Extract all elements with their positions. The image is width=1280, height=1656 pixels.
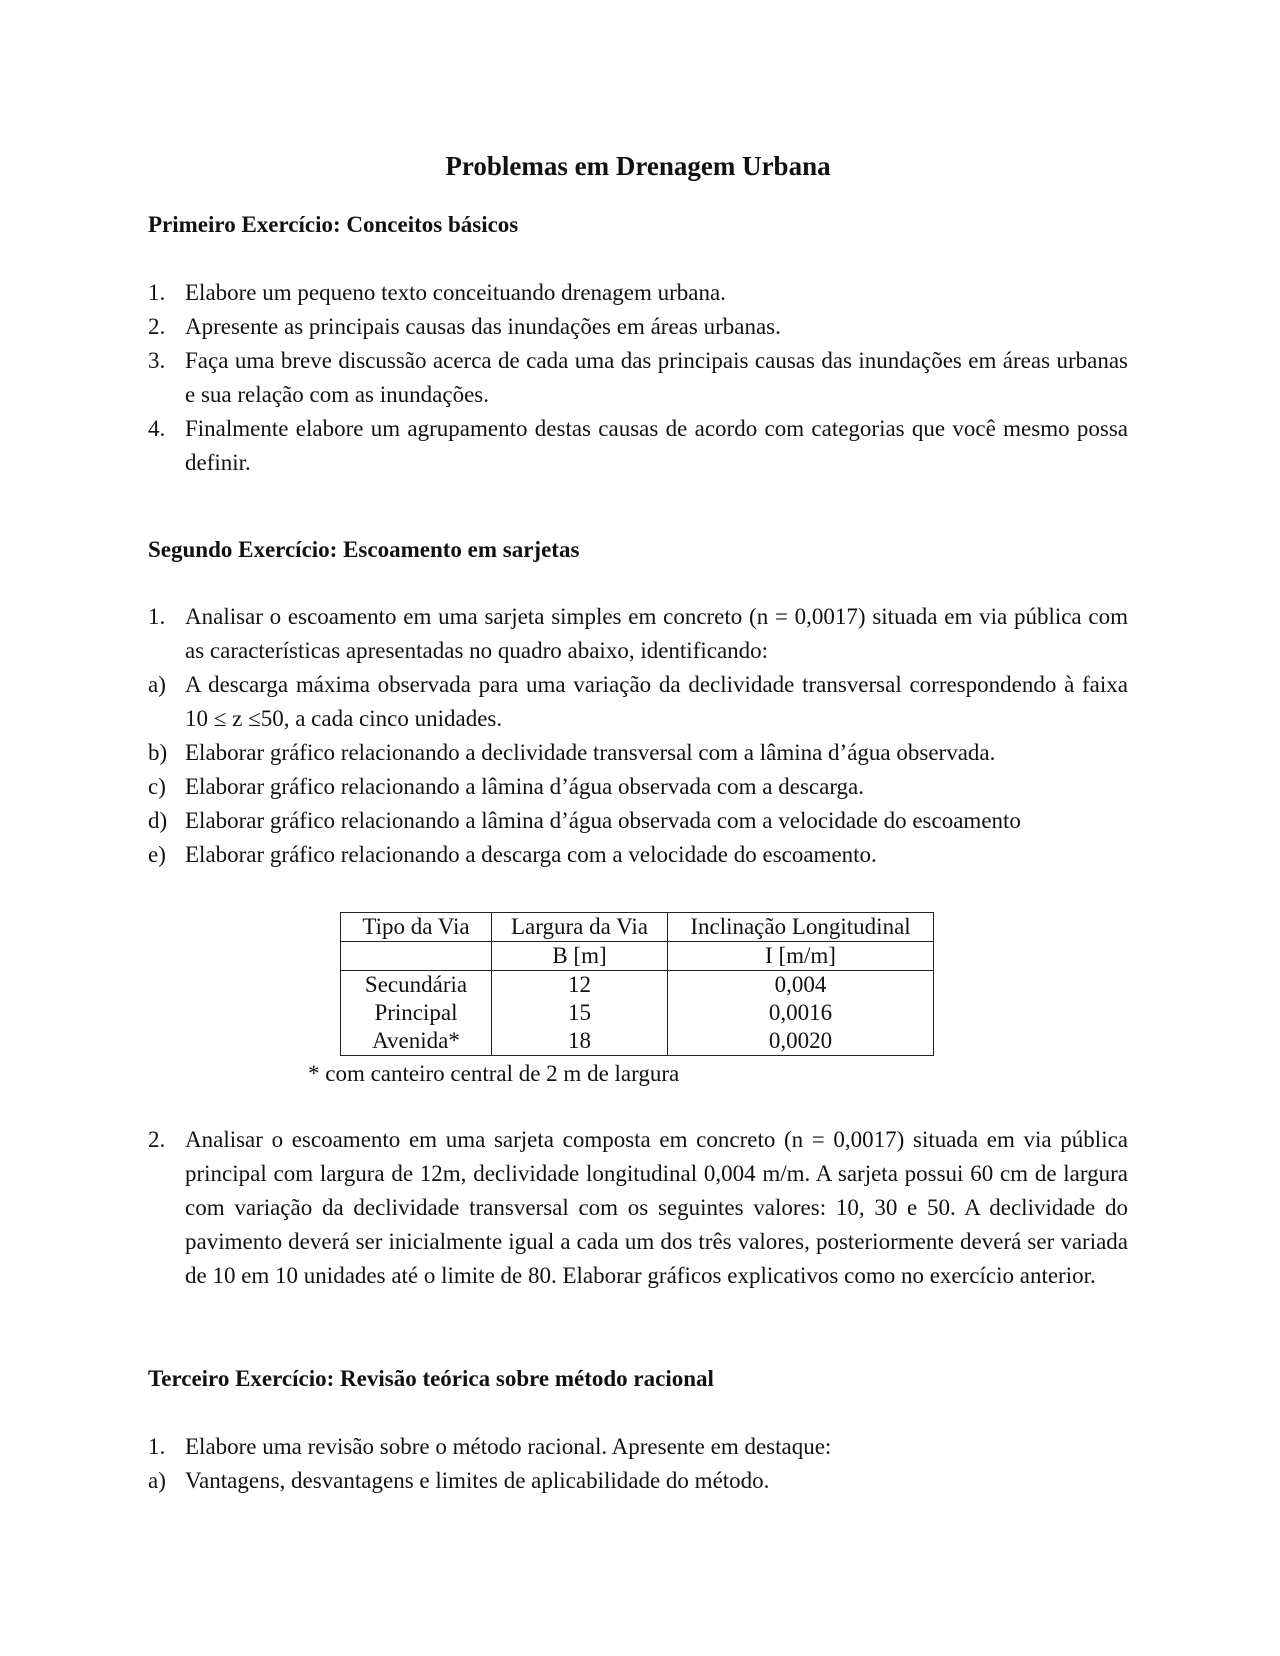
list-item [148, 1430, 1128, 1464]
list-marker: c) [148, 774, 166, 799]
list-marker: 1. [148, 1434, 166, 1459]
list-item [148, 838, 1128, 872]
list-item [148, 1123, 1128, 1293]
ex2-list [148, 600, 1128, 872]
table-row [341, 999, 934, 1027]
list-item [148, 736, 1128, 770]
road-table-wrapper [340, 912, 934, 1056]
table-footnote: * com canteiro central de 2 m de largura [308, 1061, 680, 1086]
document-title: Problemas em Drenagem Urbana [445, 151, 831, 181]
table-cell: Principal [341, 999, 492, 1027]
ex2-heading: Segundo Exercício: Escoamento em sarjetas [148, 537, 580, 562]
table-cell: Avenida* [341, 1027, 492, 1056]
ex1-list [148, 276, 1128, 480]
table-header-cell: Largura da Via [492, 913, 668, 942]
list-marker: 1. [148, 280, 166, 305]
ex2-list-continued [148, 1123, 1128, 1293]
table-header-row [341, 913, 934, 942]
list-item [148, 668, 1128, 736]
table-unit-cell: B [m] [492, 942, 668, 971]
table-cell: 12 [492, 971, 668, 1000]
list-text: Elaborar gráfico relacionando a declividade transversal com a lâmina d’água observada. [185, 740, 996, 765]
list-item [148, 276, 1128, 310]
list-item [148, 600, 1128, 668]
list-marker: 2. [148, 1127, 166, 1152]
list-marker: d) [148, 808, 168, 833]
list-item [148, 412, 1128, 480]
list-text: Finalmente elabore um agrupamento destas causas de acordo com categorias que você mesmo possa definir. [185, 416, 1128, 475]
list-marker: 1. [148, 604, 166, 629]
list-item [148, 344, 1128, 412]
table-cell: 15 [492, 999, 668, 1027]
list-text: Elabore uma revisão sobre o método racional. Apresente em destaque: [185, 1434, 832, 1459]
list-marker: 2. [148, 314, 166, 339]
ex3-list [148, 1430, 1128, 1498]
list-item [148, 310, 1128, 344]
list-text: Faça uma breve discussão acerca de cada uma das principais causas das inundações em áreas urbanas e sua relação com as inundações. [185, 348, 1128, 407]
ex3-heading: Terceiro Exercício: Revisão teórica sobre método racional [148, 1366, 714, 1391]
list-text: Analisar o escoamento em uma sarjeta composta em concreto (n = 0,0017) situada em via pública principal com largura de 12m, declividade longitudinal 0,004 m/m. A sarjeta possui 60 cm de largura com variação da declividade transversal com os seguintes valores: 10, 30 e 50. A declividade do pavimento deverá ser inicialmente igual a cada um dos três valores, posteriormente deverá ser variada de 10 em 10 unidades até o limite de 80. Elaborar gráficos explicativos como no exercício anterior. [185, 1127, 1128, 1288]
table-cell: Secundária [341, 971, 492, 1000]
list-marker: a) [148, 1468, 166, 1493]
list-text: Elaborar gráfico relacionando a lâmina d’água observada com a velocidade do escoamento [185, 808, 1021, 833]
list-item [148, 770, 1128, 804]
list-marker: 4. [148, 416, 166, 441]
list-marker: 3. [148, 348, 166, 373]
table-unit-cell: I [m/m] [668, 942, 934, 971]
table-header-cell: Inclinação Longitudinal [668, 913, 934, 942]
list-text: Elaborar gráfico relacionando a descarga com a velocidade do escoamento. [185, 842, 877, 867]
table-cell: 18 [492, 1027, 668, 1056]
table-cell: 0,004 [668, 971, 934, 1000]
list-marker: a) [148, 672, 166, 697]
list-marker: e) [148, 842, 166, 867]
table-cell: 0,0020 [668, 1027, 934, 1056]
list-text: A descarga máxima observada para uma variação da declividade transversal correspondendo à faixa 10 ≤ z ≤50, a cada cinco unidades. [185, 672, 1128, 731]
table-row [341, 971, 934, 1000]
list-marker: b) [148, 740, 168, 765]
list-item [148, 804, 1128, 838]
table-unit-row [341, 942, 934, 971]
table-header-cell: Tipo da Via [341, 913, 492, 942]
list-text: Elabore um pequeno texto conceituando drenagem urbana. [185, 280, 726, 305]
ex1-heading: Primeiro Exercício: Conceitos básicos [148, 212, 519, 237]
table-unit-cell [341, 942, 492, 971]
table-cell: 0,0016 [668, 999, 934, 1027]
list-text: Elaborar gráfico relacionando a lâmina d’água observada com a descarga. [185, 774, 865, 799]
list-text: Vantagens, desvantagens e limites de aplicabilidade do método. [185, 1468, 770, 1493]
list-item [148, 1464, 1128, 1498]
table-row [341, 1027, 934, 1056]
road-characteristics-table [340, 912, 934, 1056]
list-text: Analisar o escoamento em uma sarjeta simples em concreto (n = 0,0017) situada em via pública com as características apresentadas no quadro abaixo, identificando: [185, 604, 1128, 663]
list-text: Apresente as principais causas das inundações em áreas urbanas. [185, 314, 781, 339]
